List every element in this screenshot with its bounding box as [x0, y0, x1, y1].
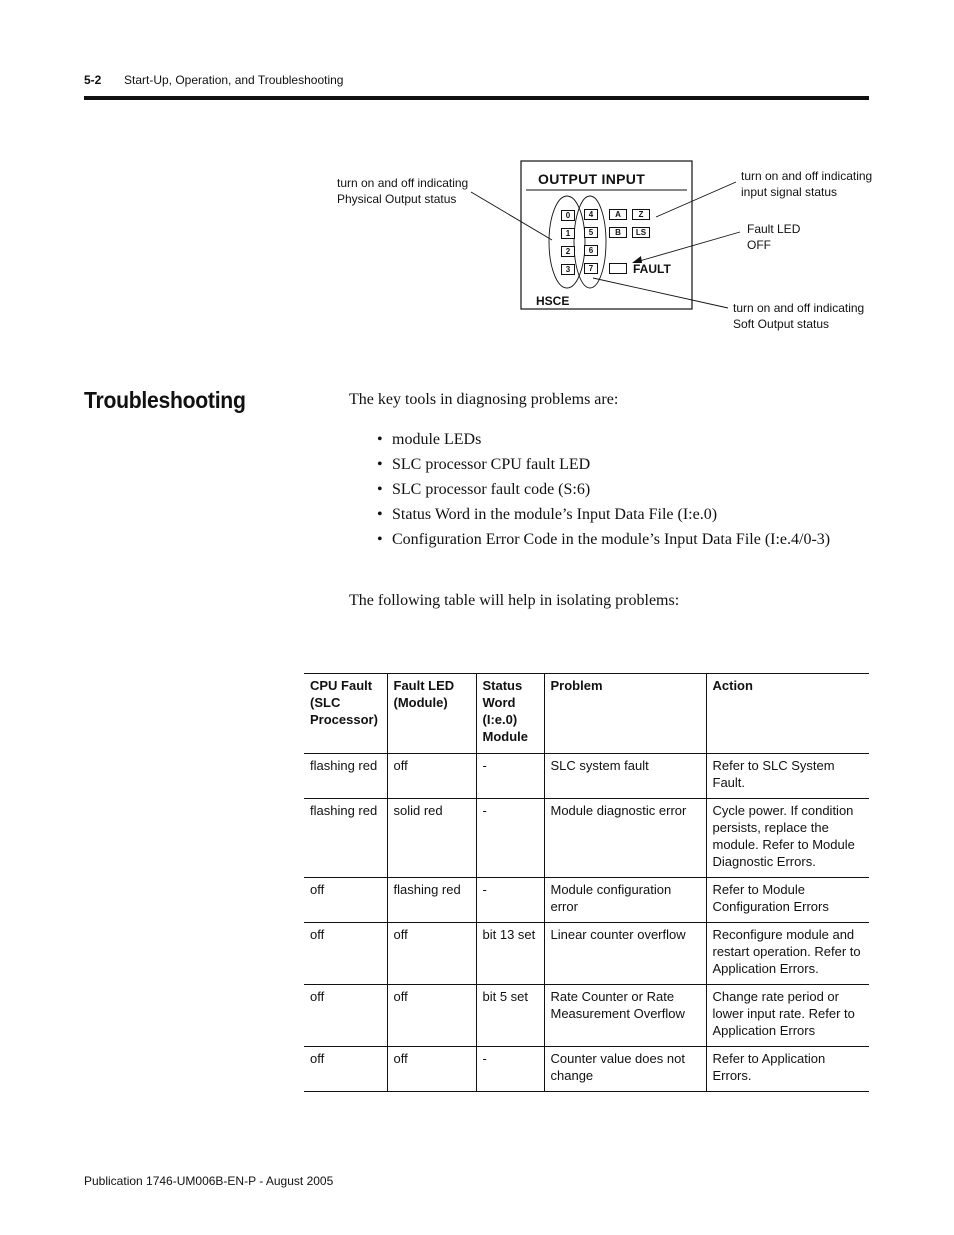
output-led-2: 2: [561, 246, 575, 257]
cell-cpu-fault: flashing red: [304, 754, 387, 799]
callout-line-physical: [471, 192, 552, 240]
cell-cpu-fault: flashing red: [304, 799, 387, 878]
fault-label: FAULT: [633, 262, 671, 276]
cell-status-word: -: [476, 754, 544, 799]
callout-fault-led: Fault LED OFF: [747, 222, 801, 252]
output-led-3: 3: [561, 264, 575, 275]
cell-fault-led: off: [387, 985, 476, 1047]
fault-led: [609, 263, 627, 274]
output-led-1: 1: [561, 228, 575, 239]
troubleshooting-table: [304, 673, 869, 1092]
column-header-status-word: Status Word (I:e.0) Module: [476, 674, 544, 754]
cell-cpu-fault: off: [304, 1047, 387, 1092]
publication-footer: Publication 1746-UM006B-EN-P - August 2005: [84, 1174, 334, 1188]
section-heading: Troubleshooting: [84, 387, 246, 413]
cell-action: Refer to SLC System Fault.: [706, 754, 869, 799]
cell-action: Change rate period or lower input rate. Refer to Application Errors: [706, 985, 869, 1047]
callout-line-fault: [636, 232, 740, 262]
callout-line-soft: [593, 278, 728, 308]
soft-output-led-6: 6: [584, 245, 598, 256]
table-header-row: [304, 674, 869, 754]
table-row: [304, 1047, 869, 1092]
cell-action: Refer to Module Configuration Errors: [706, 878, 869, 923]
input-led-ls: LS: [632, 227, 650, 238]
cell-cpu-fault: off: [304, 878, 387, 923]
list-item: • module LEDs: [377, 431, 482, 448]
cell-problem: SLC system fault: [544, 754, 706, 799]
table-intro-text: The following table will help in isolating problems:: [349, 592, 680, 609]
diagnostic-tools-list: [377, 430, 847, 555]
cell-cpu-fault: off: [304, 923, 387, 985]
cell-problem: Counter value does not change: [544, 1047, 706, 1092]
page-number: 5-2: [84, 73, 102, 87]
cell-fault-led: off: [387, 1047, 476, 1092]
cell-cpu-fault: off: [304, 985, 387, 1047]
column-header-problem: Problem: [544, 674, 706, 754]
soft-output-led-7: 7: [584, 263, 598, 274]
cell-problem: Module configuration error: [544, 878, 706, 923]
list-item: • SLC processor fault code (S:6): [377, 481, 591, 498]
cell-fault-led: off: [387, 754, 476, 799]
cell-status-word: -: [476, 799, 544, 878]
cell-status-word: -: [476, 1047, 544, 1092]
led-diagram: [330, 150, 890, 350]
table-row: [304, 754, 869, 799]
cell-status-word: bit 13 set: [476, 923, 544, 985]
cell-problem: Linear counter overflow: [544, 923, 706, 985]
cell-action: Refer to Application Errors.: [706, 1047, 869, 1092]
callout-physical-output: turn on and off indicating Physical Output status: [337, 176, 469, 206]
cell-problem: Module diagnostic error: [544, 799, 706, 878]
panel-name: HSCE: [536, 294, 570, 308]
input-led-z: Z: [632, 209, 650, 220]
header-rule: [84, 96, 869, 100]
column-header-fault-led: Fault LED (Module): [387, 674, 476, 754]
cell-action: Cycle power. If condition persists, replace the module. Refer to Module Diagnostic Errors.: [706, 799, 869, 878]
callout-input-signal: turn on and off indicating input signal status: [741, 169, 873, 199]
callout-soft-output: turn on and off indicating Soft Output status: [733, 301, 865, 331]
table-row: [304, 799, 869, 878]
list-item: • Configuration Error Code in the module’s Input Data File (I:e.4/0-3): [377, 531, 831, 548]
soft-output-led-5: 5: [584, 227, 598, 238]
table-row: [304, 985, 869, 1047]
callout-line-input: [656, 182, 736, 217]
column-header-cpu-fault: CPU Fault (SLC Processor): [304, 674, 387, 754]
list-item: • SLC processor CPU fault LED: [377, 456, 591, 473]
cell-fault-led: solid red: [387, 799, 476, 878]
table-row: [304, 878, 869, 923]
table-row: [304, 923, 869, 985]
cell-action: Reconfigure module and restart operation. Refer to Application Errors.: [706, 923, 869, 985]
soft-output-led-4: 4: [584, 209, 598, 220]
cell-status-word: -: [476, 878, 544, 923]
cell-fault-led: flashing red: [387, 878, 476, 923]
input-led-a: A: [609, 209, 627, 220]
output-led-0: 0: [561, 210, 575, 221]
list-item: • Status Word in the module’s Input Data File (I:e.0): [377, 506, 718, 523]
chapter-title: Start-Up, Operation, and Troubleshooting: [124, 73, 344, 87]
cell-fault-led: off: [387, 923, 476, 985]
cell-problem: Rate Counter or Rate Measurement Overflow: [544, 985, 706, 1047]
intro-text: The key tools in diagnosing problems are:: [349, 391, 619, 408]
input-led-b: B: [609, 227, 627, 238]
column-header-action: Action: [706, 674, 869, 754]
cell-status-word: bit 5 set: [476, 985, 544, 1047]
panel-title: OUTPUT INPUT: [538, 171, 646, 187]
